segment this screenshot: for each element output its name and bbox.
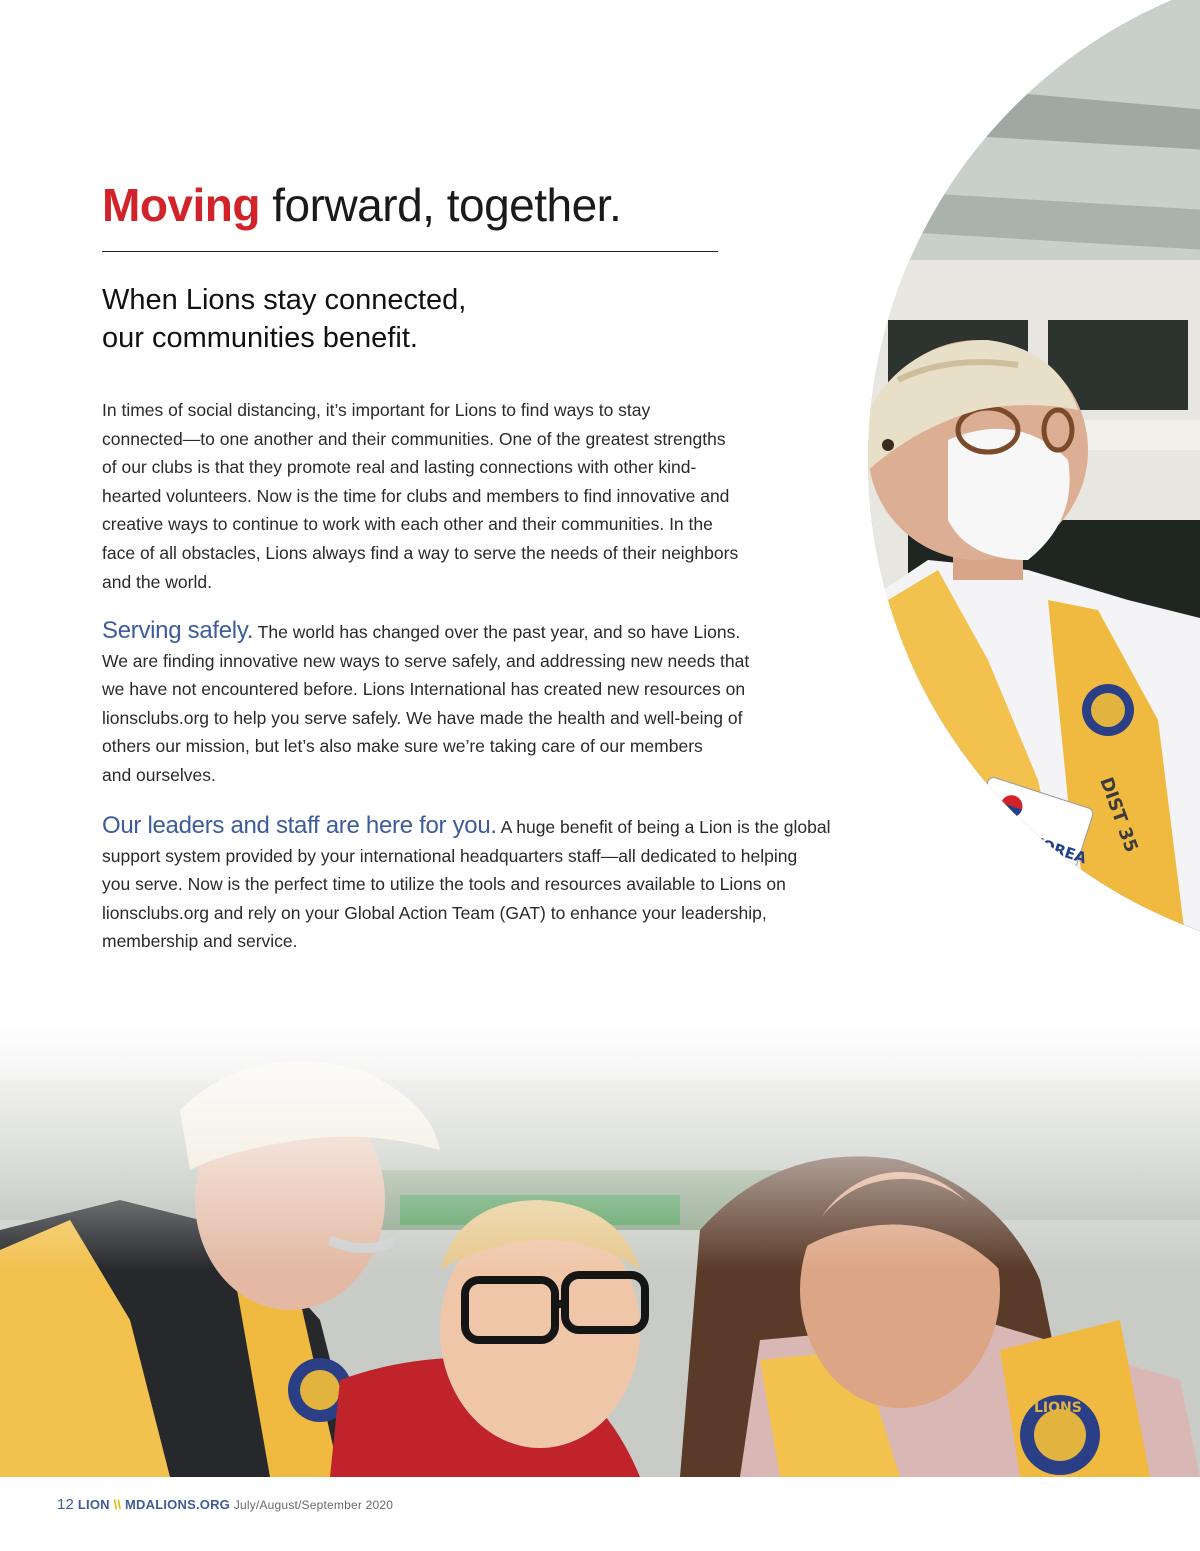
leaders-line: support system provided by your international headquarters staff—all dedicated to helping — [102, 845, 798, 866]
leaders-first-text: A huge benefit of being a Lion is the global — [496, 817, 831, 837]
intro-line: creative ways to continue to work with each other and their communities. In the — [102, 514, 713, 535]
subtitle-line-2: our communities benefit. — [102, 322, 418, 354]
intro-line: and the world. — [102, 571, 212, 592]
title-accent-word: Moving — [102, 179, 260, 231]
leaders-first-line — [102, 812, 831, 842]
volunteers-group-photo — [0, 1020, 1200, 1477]
serving-first-text: The world has changed over the past year, and so have Lions. — [253, 622, 741, 642]
volunteers-group-illustration — [0, 1020, 1200, 1477]
footer-website: MDALIONS.ORG — [125, 1497, 230, 1512]
subtitle — [102, 281, 466, 357]
serving-line: lionsclubs.org to help you serve safely. We have made the health and well-being of — [102, 707, 743, 728]
serving-line: We are finding innovative new ways to serve safely, and addressing new needs that — [102, 650, 750, 671]
leaders-lead: Our leaders and staff are here for you. — [102, 812, 497, 839]
leaders-line: lionsclubs.org and rely on your Global Action Team (GAT) to enhance your leadership, — [102, 902, 767, 923]
page-footer — [57, 1496, 393, 1513]
leaders-paragraph — [102, 812, 831, 956]
serving-safely-lead: Serving safely. — [102, 617, 254, 644]
magazine-name: LION — [77, 1497, 110, 1512]
intro-line: hearted volunteers. Now is the time for clubs and members to find innovative and — [102, 485, 730, 506]
title-rest: forward, together. — [259, 179, 622, 231]
volunteer-photo-circle — [868, 0, 1200, 960]
intro-line: In times of social distancing, it’s important for Lions to find ways to stay — [102, 400, 651, 420]
serving-line: and ourselves. — [102, 764, 216, 785]
intro-line: face of all obstacles, Lions always find a way to serve the needs of their neighbors — [102, 542, 739, 563]
serving-safely-paragraph — [102, 617, 749, 790]
page-number: 12 — [57, 1496, 75, 1513]
serving-first-line — [102, 617, 749, 647]
footer-separator: \\ — [113, 1497, 122, 1512]
title-divider — [102, 251, 718, 252]
issue-date: July/August/September 2020 — [233, 1498, 394, 1512]
serving-line: we have not encountered before. Lions International has created new resources on — [102, 679, 746, 700]
intro-line: connected—to one another and their communities. One of the greatest strengths — [102, 428, 726, 449]
page-title — [102, 178, 621, 232]
vest-district-text: DIST 35 — [1095, 774, 1142, 856]
intro-line: of our clubs is that they promote real and lasting connections with other kind- — [102, 457, 697, 478]
subtitle-line-1: When Lions stay connected, — [102, 284, 467, 316]
leaders-line: membership and service. — [102, 931, 298, 952]
masked-volunteer-illustration — [868, 0, 1200, 960]
intro-paragraph — [102, 396, 738, 596]
leaders-line: you serve. Now is the perfect time to utilize the tools and resources available to Lions on — [102, 874, 786, 895]
vest-patch-text: KOREA — [1028, 832, 1089, 868]
serving-line: others our mission, but let’s also make sure we’re taking care of our members — [102, 736, 703, 757]
